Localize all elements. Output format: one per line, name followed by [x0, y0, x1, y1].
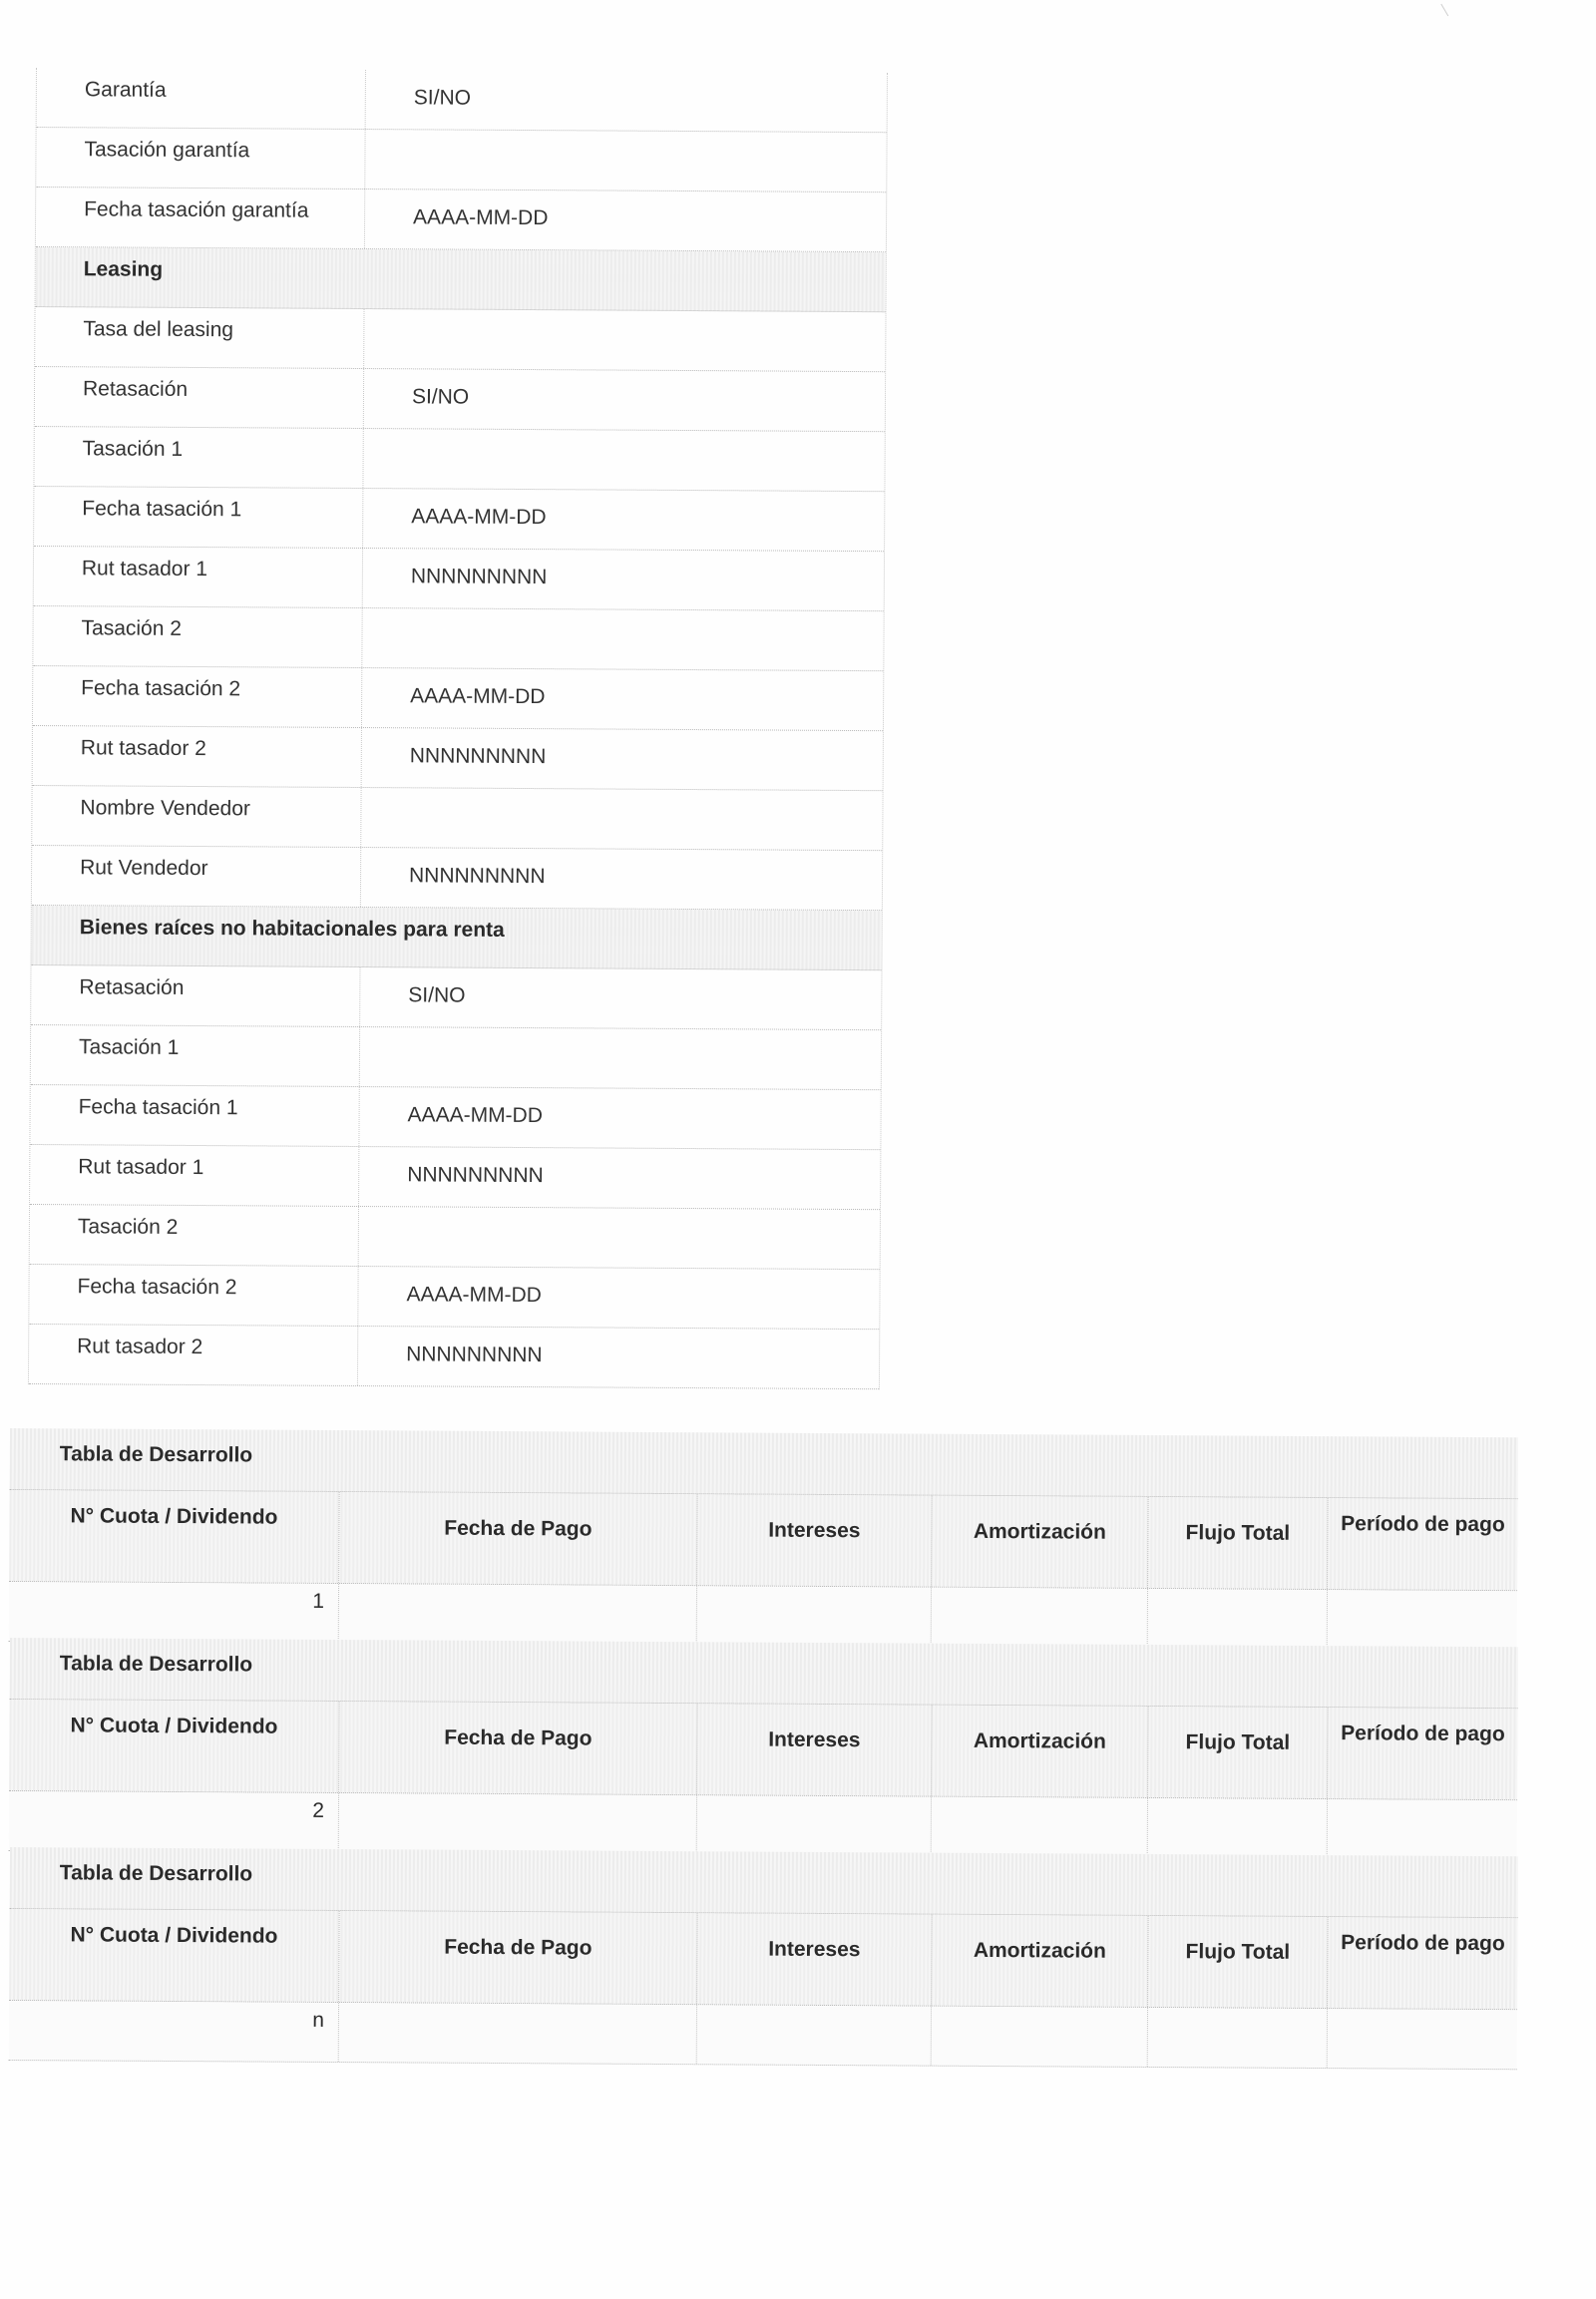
cell-amortizacion[interactable] — [932, 2007, 1148, 2067]
field-value[interactable]: AAAA-MM-DD — [406, 1283, 542, 1308]
field-label: Fecha tasación 1 — [34, 487, 363, 548]
header-periodo-pago: Período de pago — [1341, 1512, 1505, 1537]
development-table-title: Tabla de Desarrollo — [10, 1847, 1518, 1918]
cell-flujo-total[interactable] — [1148, 2008, 1328, 2068]
field-value[interactable] — [359, 1207, 880, 1269]
field-value[interactable]: NNNNNNNNN — [406, 1342, 543, 1367]
header-cuota: N° Cuota / Dividendo — [9, 1700, 340, 1792]
field-label: Fecha tasación 1 — [30, 1085, 359, 1146]
field-value[interactable] — [361, 788, 882, 850]
section-header-bienes-raices: Bienes raíces no habitacionales para renta — [32, 906, 882, 970]
form-row-tasacion-garantia — [36, 128, 886, 192]
cell-cuota[interactable]: 2 — [9, 1791, 339, 1852]
form-row — [34, 547, 884, 611]
field-label: Nombre Vendedor — [32, 786, 361, 847]
field-label: Rut tasador 1 — [30, 1145, 359, 1206]
field-value[interactable]: NNNNNNNNN — [408, 864, 546, 889]
field-label: Tasación garantía — [36, 128, 365, 189]
form-row — [33, 726, 883, 791]
field-value[interactable]: NNNNNNNNN — [410, 565, 548, 589]
field-value[interactable] — [365, 130, 886, 192]
cell-flujo-total[interactable] — [1148, 1798, 1328, 1858]
cell-flujo-total[interactable] — [1148, 1589, 1328, 1649]
form-row-garantia — [37, 68, 887, 133]
header-intereses: Intereses — [697, 1704, 933, 1795]
form-row — [31, 965, 881, 1030]
development-table-n — [9, 1847, 1518, 2070]
header-flujo-total: Flujo Total — [1148, 1916, 1329, 2008]
field-value[interactable] — [360, 1027, 881, 1089]
table-row — [9, 2001, 1517, 2070]
field-label: Tasación 1 — [31, 1025, 360, 1086]
field-label: Tasación 2 — [30, 1205, 359, 1266]
form-row — [32, 846, 882, 911]
form-row — [31, 1025, 881, 1090]
cell-fecha-pago[interactable] — [339, 1584, 697, 1645]
field-label: Fecha tasación 2 — [33, 666, 362, 727]
field-label: Retasación — [35, 367, 364, 428]
form-row — [29, 1325, 879, 1389]
development-table-header — [9, 1700, 1518, 1800]
cell-periodo-pago[interactable] — [1328, 1799, 1517, 1859]
field-label: Tasación 1 — [34, 427, 363, 488]
cell-intereses[interactable] — [697, 1795, 932, 1855]
field-value[interactable]: SI/NO — [413, 86, 472, 110]
form-row — [35, 367, 885, 432]
field-label: Tasación 2 — [33, 606, 362, 667]
header-cuota: N° Cuota / Dividendo — [9, 1909, 340, 2002]
field-label: Fecha tasación garantía — [36, 188, 365, 248]
field-value[interactable]: AAAA-MM-DD — [407, 1103, 544, 1128]
cell-intereses[interactable] — [697, 1586, 932, 1646]
cell-amortizacion[interactable] — [932, 1588, 1148, 1648]
form-row — [30, 1085, 880, 1150]
cell-cuota[interactable]: n — [9, 2001, 339, 2062]
field-value[interactable] — [362, 608, 883, 670]
form-row — [29, 1265, 879, 1330]
field-label: Rut tasador 1 — [34, 547, 363, 607]
header-flujo-total: Flujo Total — [1148, 1707, 1329, 1798]
header-cuota: N° Cuota / Dividendo — [9, 1490, 340, 1583]
header-fecha-pago: Fecha de Pago — [339, 1492, 698, 1585]
cell-cuota[interactable]: 1 — [9, 1582, 339, 1643]
form-row — [34, 487, 884, 552]
form-row — [34, 427, 884, 492]
header-intereses: Intereses — [697, 1494, 933, 1586]
field-value[interactable]: SI/NO — [411, 385, 470, 409]
cell-fecha-pago[interactable] — [339, 2003, 697, 2064]
header-intereses: Intereses — [697, 1913, 933, 2005]
cell-intereses[interactable] — [697, 2005, 932, 2065]
field-label: Garantía — [37, 68, 366, 129]
field-label: Tasa del leasing — [35, 307, 364, 368]
header-periodo-pago: Período de pago — [1341, 1931, 1505, 1956]
development-table-header — [9, 1490, 1518, 1591]
header-amortizacion: Amortización — [932, 1496, 1149, 1588]
field-value[interactable]: SI/NO — [408, 983, 466, 1007]
field-value[interactable] — [363, 429, 884, 491]
header-fecha-pago: Fecha de Pago — [339, 1702, 698, 1794]
header-flujo-total: Flujo Total — [1148, 1497, 1329, 1589]
development-table-2 — [9, 1638, 1518, 1860]
cell-periodo-pago[interactable] — [1328, 2009, 1517, 2069]
section-header-leasing: Leasing — [36, 247, 886, 312]
header-amortizacion: Amortización — [932, 1915, 1149, 2007]
field-value[interactable]: AAAA-MM-DD — [410, 684, 546, 709]
field-value[interactable]: NNNNNNNNN — [407, 1163, 544, 1188]
header-periodo-pago: Período de pago — [1341, 1722, 1505, 1746]
field-label: Rut tasador 2 — [33, 726, 362, 787]
development-table-title: Tabla de Desarrollo — [10, 1428, 1518, 1499]
form-row — [30, 1145, 880, 1210]
field-value[interactable]: AAAA-MM-DD — [411, 505, 547, 530]
field-value[interactable]: AAAA-MM-DD — [413, 205, 549, 230]
form-row-fecha-tasacion-garantia — [36, 188, 886, 252]
form-row — [33, 666, 883, 731]
form-row — [32, 786, 882, 851]
field-label: Fecha tasación 2 — [29, 1265, 358, 1326]
form-row — [35, 307, 885, 372]
development-table-1 — [9, 1428, 1518, 1651]
field-label: Rut tasador 2 — [29, 1325, 358, 1385]
header-amortizacion: Amortización — [932, 1706, 1149, 1797]
scan-artifact — [1440, 0, 1458, 16]
cell-amortizacion[interactable] — [932, 1797, 1148, 1857]
cell-periodo-pago[interactable] — [1328, 1590, 1517, 1650]
field-value[interactable] — [364, 309, 885, 371]
field-label: Rut Vendedor — [32, 846, 361, 907]
form-row — [33, 606, 883, 671]
field-value[interactable]: NNNNNNNNN — [409, 744, 547, 769]
cell-fecha-pago[interactable] — [339, 1793, 697, 1854]
development-table-title: Tabla de Desarrollo — [10, 1638, 1518, 1709]
header-fecha-pago: Fecha de Pago — [339, 1911, 698, 2004]
form-row — [30, 1205, 880, 1270]
development-table-header — [9, 1909, 1518, 2010]
field-label: Retasación — [31, 965, 360, 1026]
collateral-form-table — [28, 68, 888, 1389]
